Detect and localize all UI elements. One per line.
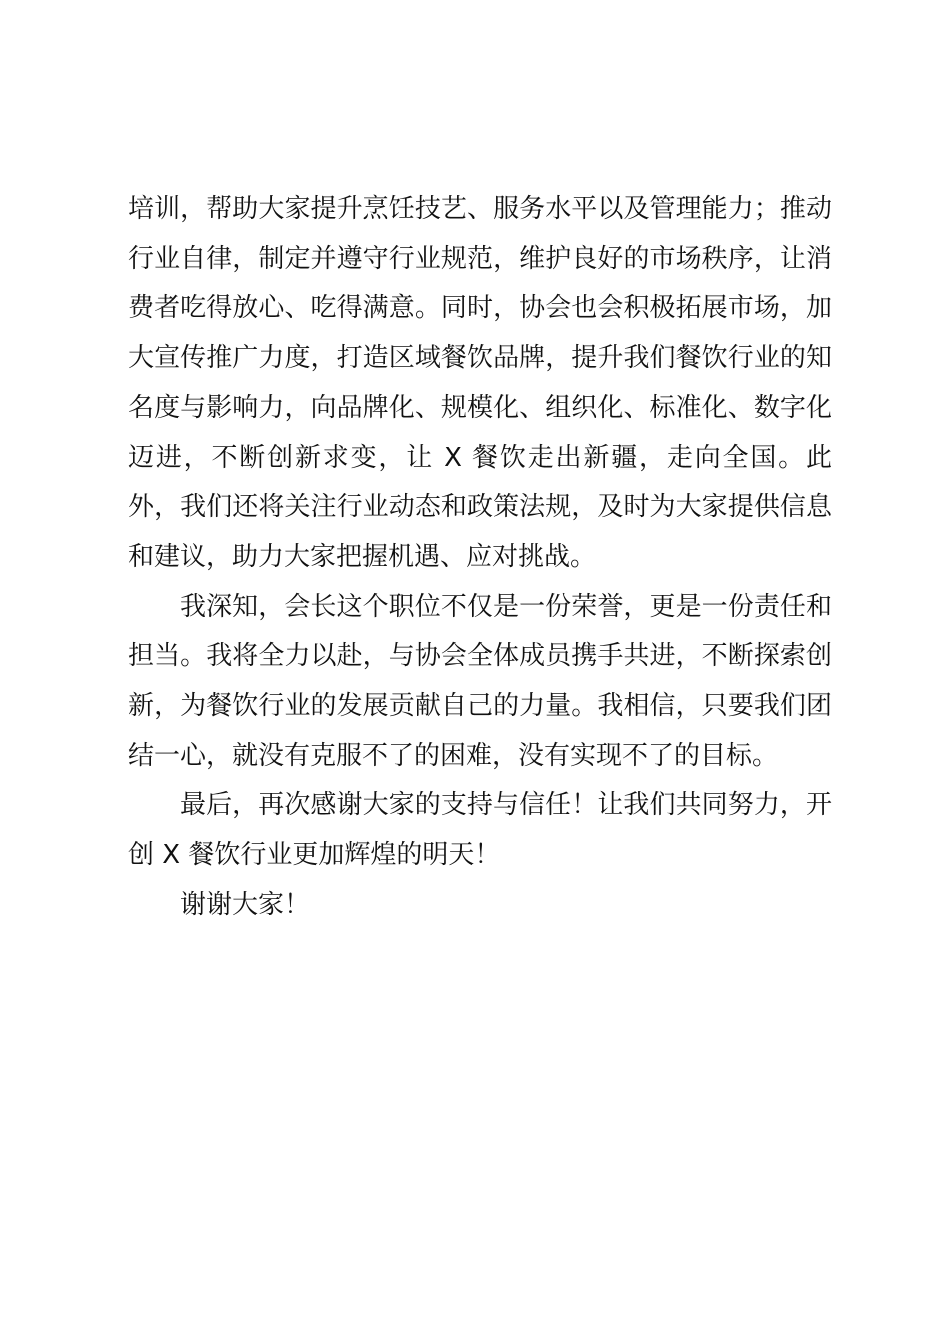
paragraph-thanks: 谢谢大家！ xyxy=(180,889,311,920)
document-body xyxy=(128,185,832,931)
paragraph-responsibility: 我深知，会长这个职位不仅是一份荣誉，更是一份责任和担当。我将全力以赴，与协会全体成员携手共进，不断探索创新，为餐饮行业的发展贡献自己的力量。我相信，只要我们团结一心，就没有克服不了的困难，没有实现不了的目标。 xyxy=(128,591,832,771)
paragraph-closing: 最后，再次感谢大家的支持与信任！让我们共同努力，开创 X 餐饮行业更加辉煌的明天！ xyxy=(128,790,832,871)
paragraph-continued: 培训，帮助大家提升烹饪技艺、服务水平以及管理能力；推动行业自律，制定并遵守行业规范，维护良好的市场秩序，让消费者吃得放心、吃得满意。同时，协会也会积极拓展市场，加大宣传推广力度，打造区域餐饮品牌，提升我们餐饮行业的知名度与影响力，向品牌化、规模化、组织化、标准化、数字化迈进，不断创新求变，让 X 餐饮走出新疆，走向全国。此外，我们还将关注行业动态和政策法规，及时为大家提供信息和建议，助力大家把握机遇、应对挑战。 xyxy=(128,194,832,572)
